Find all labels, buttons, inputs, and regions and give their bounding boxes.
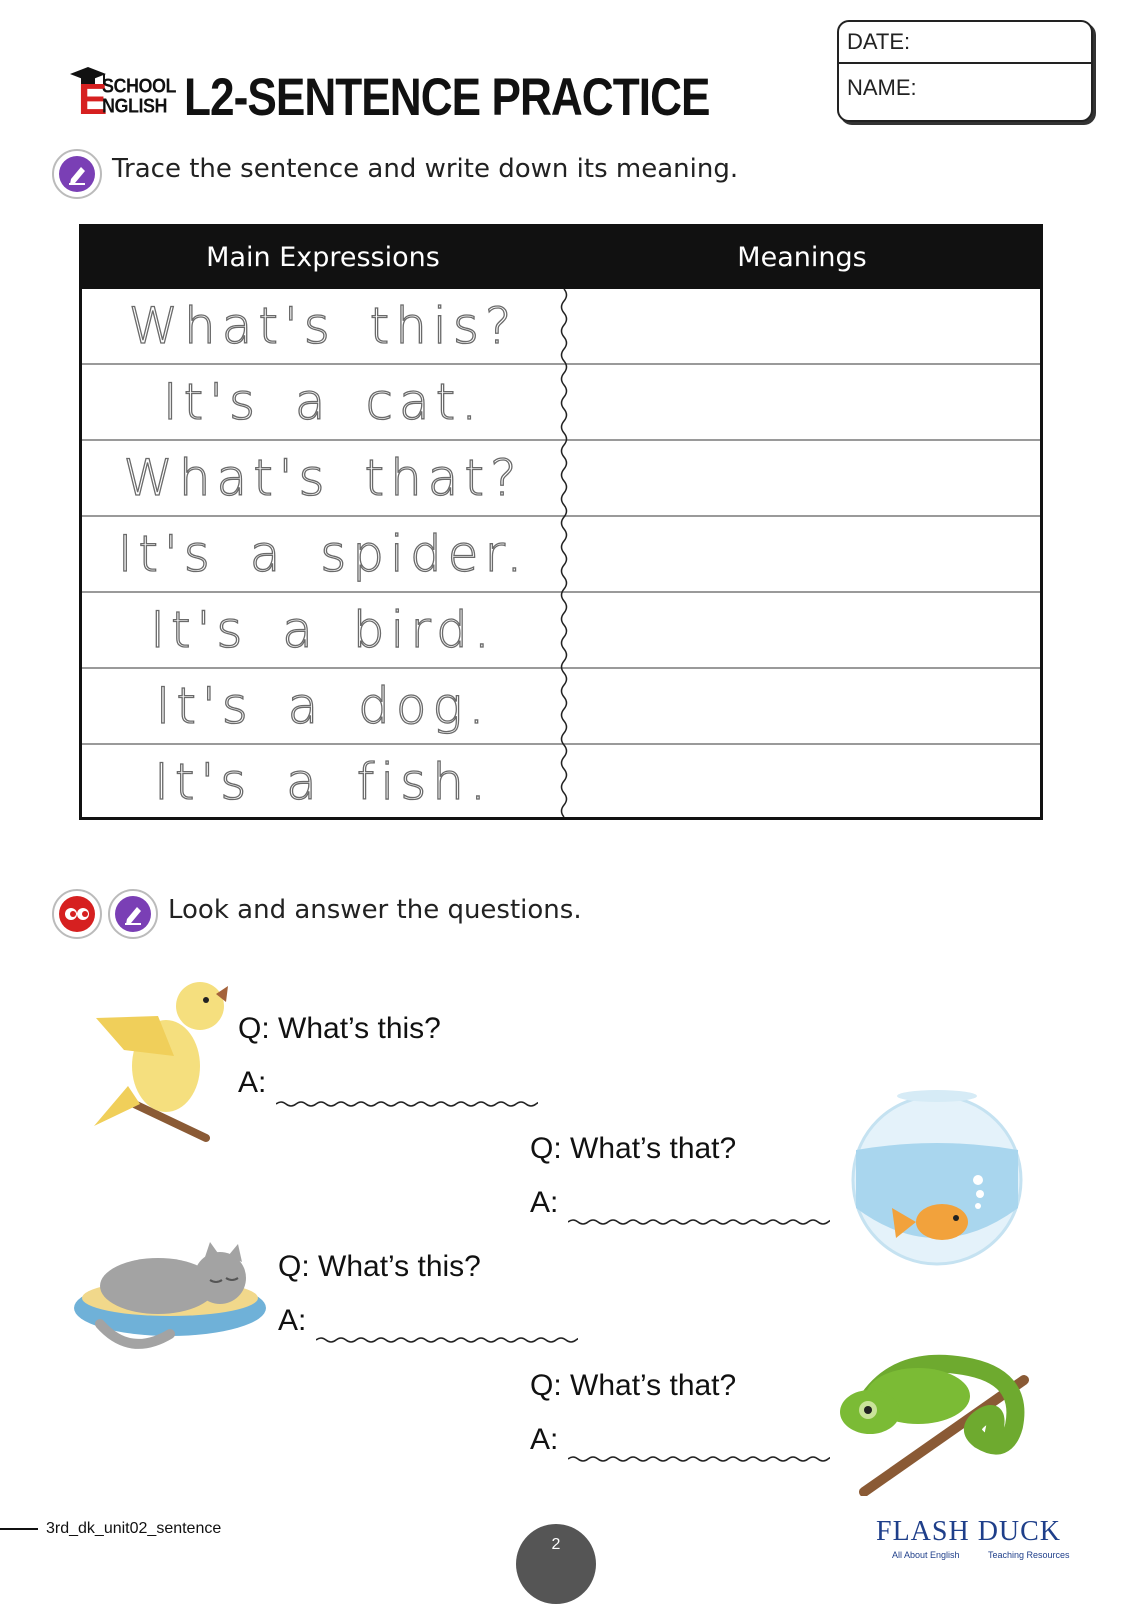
trace-expression: What's that?	[123, 449, 523, 507]
answer-line-1[interactable]	[276, 1096, 538, 1112]
column-divider	[554, 289, 574, 817]
answer-label-4: A:	[530, 1423, 559, 1456]
bird-image	[88, 976, 238, 1146]
name-label: NAME:	[847, 75, 917, 100]
answer-line-3[interactable]	[316, 1332, 578, 1348]
brand-tagline-2: Teaching Resources	[988, 1550, 1070, 1560]
answer-line-4[interactable]	[568, 1451, 830, 1467]
brand-tagline-1: All About English	[892, 1550, 960, 1560]
meaning-cell[interactable]	[568, 289, 1040, 363]
meaning-cell[interactable]	[568, 517, 1040, 591]
footer-rule	[0, 1528, 38, 1530]
question-3: Q: What’s this?	[278, 1250, 481, 1283]
answer-label-1: A:	[238, 1066, 267, 1099]
page-number: 2	[516, 1524, 596, 1604]
answer-label-3: A:	[278, 1304, 307, 1337]
question-1: Q: What’s this?	[238, 1012, 441, 1045]
expression-cell	[82, 669, 564, 743]
trace-expression: It's a cat.	[162, 373, 484, 431]
date-label: DATE:	[847, 29, 911, 54]
name-field[interactable]	[839, 64, 1091, 118]
meaning-cell[interactable]	[568, 593, 1040, 667]
page-title: L2-SENTENCE PRACTICE	[184, 66, 710, 127]
trace-expression: It's a bird.	[150, 601, 496, 659]
meaning-cell[interactable]	[568, 669, 1040, 743]
eyes-icon	[52, 889, 102, 939]
trace-expression: It's a spider.	[117, 525, 529, 583]
question-2: Q: What’s that?	[530, 1132, 737, 1165]
logo-line-1: SCHOOL	[102, 74, 177, 97]
logo-line-2: NGLISH	[102, 94, 168, 117]
pencil-icon	[52, 149, 102, 199]
flash-duck-logo	[876, 1516, 1076, 1564]
expression-cell	[82, 517, 564, 591]
fishbowl-image	[846, 1088, 1028, 1268]
document-code-text: 3rd_dk_unit02_sentence	[46, 1520, 222, 1537]
section1-instruction: Trace the sentence and write down its meaning.	[112, 154, 739, 184]
table-header	[82, 227, 1040, 289]
meaning-cell[interactable]	[568, 441, 1040, 515]
expressions-table	[79, 224, 1043, 820]
meaning-cell[interactable]	[568, 745, 1040, 819]
expression-cell	[82, 441, 564, 515]
section2-instruction: Look and answer the questions.	[168, 895, 582, 925]
trace-expression: It's a fish.	[154, 753, 492, 811]
trace-expression: It's a dog.	[155, 677, 491, 735]
expression-cell	[82, 365, 564, 439]
chameleon-image	[834, 1336, 1046, 1496]
expression-cell	[82, 745, 564, 819]
trace-expression: What's this?	[128, 297, 518, 355]
date-name-box	[837, 20, 1093, 122]
column-header-meanings: Meanings	[737, 242, 867, 273]
expression-cell	[82, 593, 564, 667]
brand-name: FLASH DUCK	[876, 1516, 1062, 1547]
pencil-icon	[108, 889, 158, 939]
cat-image	[70, 1238, 270, 1358]
meaning-cell[interactable]	[568, 365, 1040, 439]
column-header-expressions: Main Expressions	[206, 242, 440, 273]
question-4: Q: What’s that?	[530, 1369, 737, 1402]
answer-label-2: A:	[530, 1186, 559, 1219]
school-english-logo	[68, 66, 177, 124]
document-code	[0, 1520, 221, 1538]
expression-cell	[82, 289, 564, 363]
logo-letter: E	[78, 75, 108, 124]
answer-line-2[interactable]	[568, 1214, 830, 1230]
date-field[interactable]	[839, 22, 1091, 64]
